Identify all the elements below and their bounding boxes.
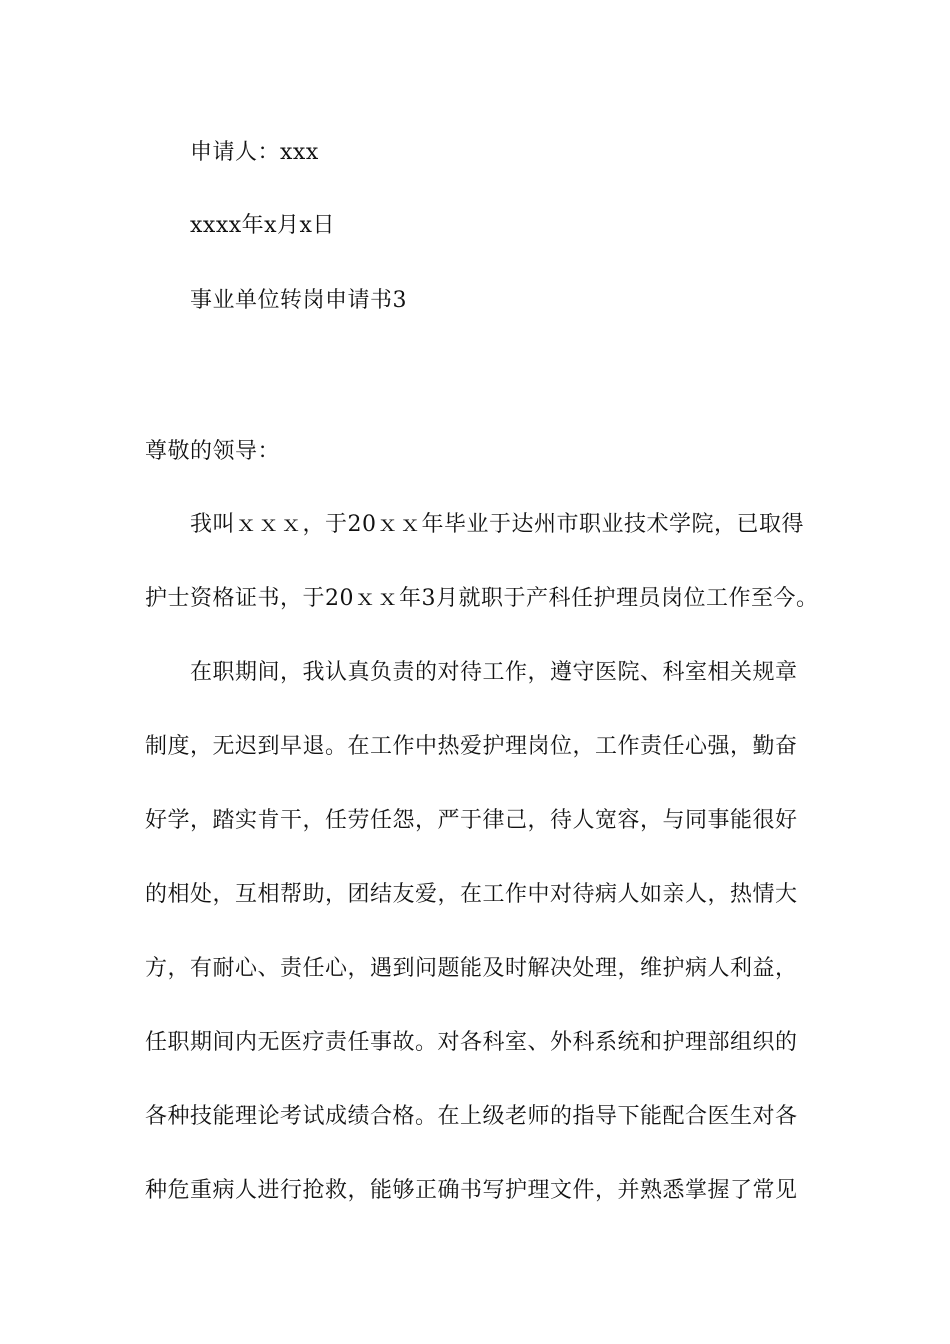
body-line: 各种技能理论考试成绩合格。在上级老师的指导下能配合医生对各 xyxy=(145,1104,798,1129)
body-line: 护士资格证书，于20ｘｘ年3月就职于产科任护理员岗位工作至今。 xyxy=(145,586,819,611)
salutation: 尊敬的领导： xyxy=(145,439,281,464)
body-line: 的相处，互相帮助，团结友爱，在工作中对待病人如亲人，热情大 xyxy=(145,882,798,907)
body-line: 种危重病人进行抢救，能够正确书写护理文件，并熟悉掌握了常见 xyxy=(145,1178,798,1203)
section-title: 事业单位转岗申请书3 xyxy=(190,288,407,313)
body-line: 在职期间，我认真负责的对待工作，遵守医院、科室相关规章 xyxy=(190,660,798,685)
applicant-line: 申请人：xxx xyxy=(190,140,319,165)
body-line: 方，有耐心、责任心，遇到问题能及时解决处理，维护病人利益， xyxy=(145,956,798,981)
date-line: xxxx年x月x日 xyxy=(190,213,335,238)
body-line: 好学，踏实肯干，任劳任怨，严于律己，待人宽容，与同事能很好 xyxy=(145,808,798,833)
body-line: 我叫ｘｘｘ，于20ｘｘ年毕业于达州市职业技术学院，已取得 xyxy=(190,512,804,537)
body-line: 任职期间内无医疗责任事故。对各科室、外科系统和护理部组织的 xyxy=(145,1030,798,1055)
body-line: 制度，无迟到早退。在工作中热爱护理岗位，工作责任心强，勤奋 xyxy=(145,734,798,759)
